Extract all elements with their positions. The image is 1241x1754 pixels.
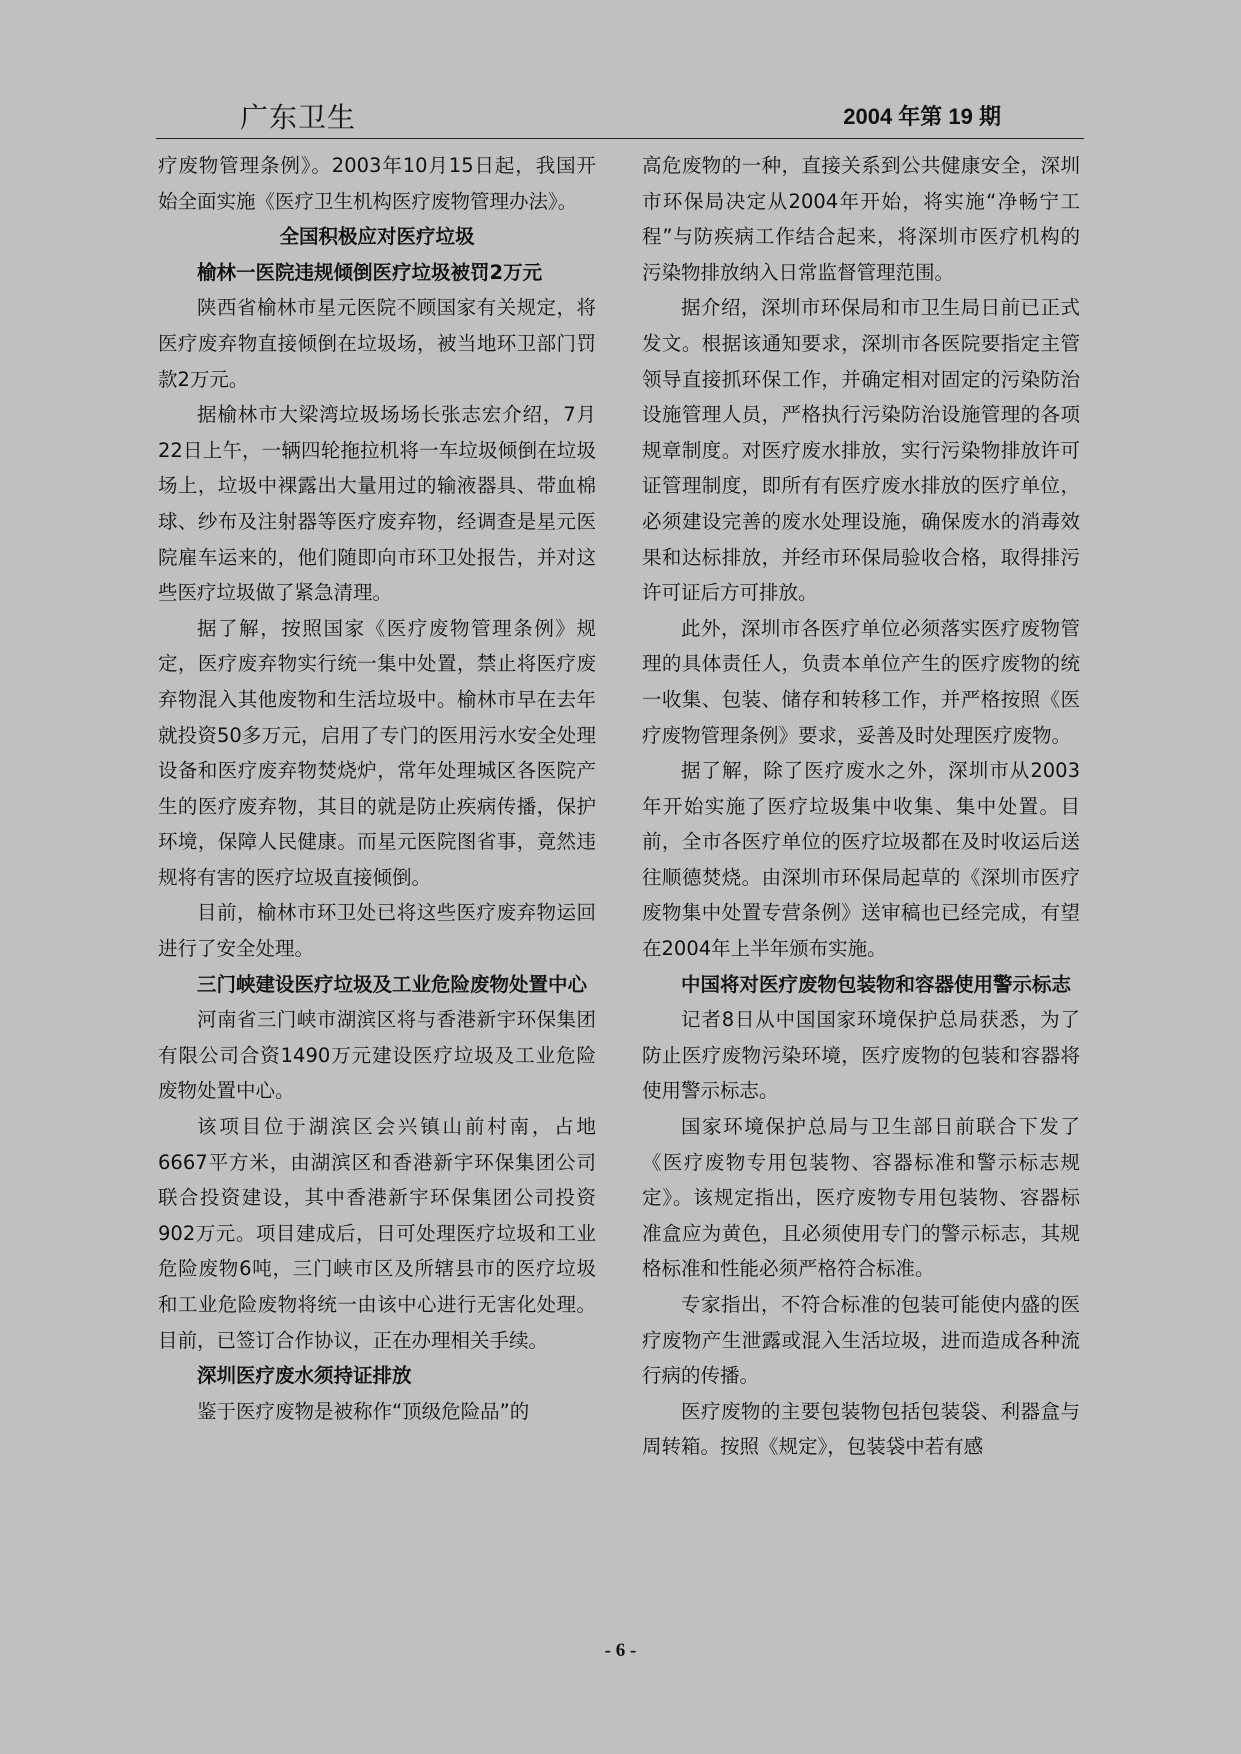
paragraph: 该项目位于湖滨区会兴镇山前村南，占地6667平方米，由湖滨区和香港新宇环保集团公司联合投资建设，其中香港新宇环保集团公司投资902万元。项目建成后，日可处理医疗垃圾和工业危险废物6吨，三门峡市区及所辖县市的医疗垃圾和工业危险废物将统一由该中心进行无害化处理。目前，已签订合作协议，正在办理相关手续。 <box>158 1115 596 1352</box>
section-heading: 全国积极应对医疗垃圾 <box>279 225 475 249</box>
journal-title: 广东卫生 <box>240 101 357 134</box>
paragraph: 高危废物的一种，直接关系到公共健康安全，深圳市环保局决定从2004年开始，将实施“净畅宁工程”与防疾病工作结合起来，将深圳市医疗机构的污染物排放纳入日常监督管理范围。 <box>642 154 1080 284</box>
article-heading: 三门峡建设医疗垃圾及工业危险废物处置中心 <box>197 972 588 996</box>
paragraph: 疗废物管理条例》。2003年10月15日起，我国开始全面实施《医疗卫生机构医疗废物管理办法》。 <box>158 154 596 213</box>
issue-label: 2004 年第 19 期 <box>843 104 1001 129</box>
paragraph: 记者8日从中国国家环境保护总局获悉，为了防止医疗废物污染环境，医疗废物的包装和容器将使用警示标志。 <box>642 1008 1080 1103</box>
article-heading: 中国将对医疗废物包装物和容器使用警示标志 <box>681 972 1072 996</box>
paragraph: 此外，深圳市各医疗单位必须落实医疗废物管理的具体责任人，负责本单位产生的医疗废物的统一收集、包装、储存和转移工作，并严格按照《医疗废物管理条例》要求，妥善及时处理医疗废物。 <box>642 616 1080 747</box>
paragraph: 据介绍，深圳市环保局和市卫生局日前已正式发文。根据该通知要求，深圳市各医院要指定主管领导直接抓环保工作，并确定相对固定的污染防治设施管理人员，严格执行污染防治设施管理的各项规章制度。对医疗废水排放，实行污染物排放许可证管理制度，即所有有医疗废水排放的医疗单位，必须建设完善的废水处理设施，确保废水的消毒效果和达标排放，并经市环保局验收合格，取得排污许可证后方可排放。 <box>642 296 1080 605</box>
paragraph: 陕西省榆林市星元医院不顾国家有关规定，将医疗废弃物直接倾倒在垃圾场，被当地环卫部门罚款2万元。 <box>158 296 596 391</box>
paragraph: 目前，榆林市环卫处已将这些医疗废弃物运回进行了安全处理。 <box>158 901 596 961</box>
paragraph: 国家环境保护总局与卫生部日前联合下发了《医疗废物专用包装物、容器标准和警示标志规定》。该规定指出，医疗废物专用包装物、容器标准盒应为黄色，且必须使用专门的警示标志，其规格标准和性能必须严格符合标准。 <box>642 1115 1080 1281</box>
paragraph: 医疗废物的主要包装物包括包装袋、利器盒与周转箱。按照《规定》，包装袋中若有感 <box>642 1399 1080 1459</box>
right-column <box>642 148 1080 1465</box>
paragraph: 河南省三门峡市湖滨区将与香港新宇环保集团有限公司合资1490万元建设医疗垃圾及工业危险废物处置中心。 <box>158 1008 596 1103</box>
article-heading: 榆林一医院违规倾倒医疗垃圾被罚2万元 <box>197 260 543 284</box>
paragraph: 鉴于医疗废物是被称作“顶级危险品”的 <box>197 1399 530 1423</box>
left-column <box>158 148 596 1429</box>
paragraph: 据了解，按照国家《医疗废物管理条例》规定，医疗废弃物实行统一集中处置，禁止将医疗废弃物混入其他废物和生活垃圾中。榆林市早在去年就投资50多万元，启用了专门的医用污水安全处理设备和医疗废弃物焚烧炉，常年处理城区各医院产生的医疗废弃物，其目的就是防止疾病传播，保护环境，保障人民健康。而星元医院图省事，竟然违规将有害的医疗垃圾直接倾倒。 <box>158 616 596 889</box>
paragraph: 据榆林市大梁湾垃圾场场长张志宏介绍，7月22日上午，一辆四轮拖拉机将一车垃圾倾倒在垃圾场上，垃圾中裸露出大量用过的输液器具、带血棉球、纱布及注射器等医疗废弃物，经调查是星元医院雇车运来的，他们随即向市环卫处报告，并对这些医疗垃圾做了紧急清理。 <box>158 403 596 605</box>
article-heading: 深圳医疗废水须持证排放 <box>197 1364 412 1388</box>
paragraph: 据了解，除了医疗废水之外，深圳市从2003年开始实施了医疗垃圾集中收集、集中处置。目前，全市各医疗单位的医疗垃圾都在及时收运后送往顺德焚烧。由深圳市环保局起草的《深圳市医疗废物集中处置专营条例》送审稿也已经完成，有望在2004年上半年颁布实施。 <box>642 759 1080 961</box>
paragraph: 专家指出，不符合标准的包装可能使内盛的医疗废物产生泄露或混入生活垃圾，进而造成各种流行病的传播。 <box>642 1293 1080 1388</box>
header-divider <box>156 138 1084 139</box>
page-number: - 6 - <box>604 1640 637 1661</box>
